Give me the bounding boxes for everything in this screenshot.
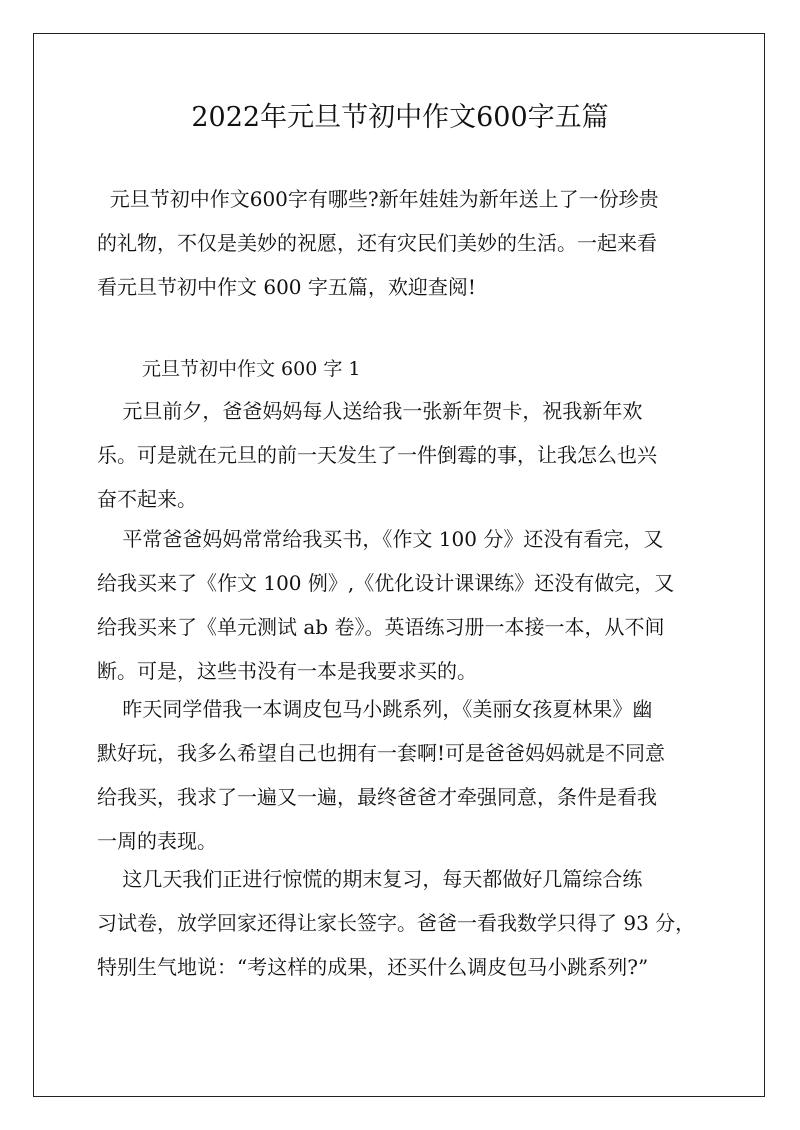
- text-line: 特别生气地说：“考这样的成果，还买什么调皮包马小跳系列?”: [97, 955, 649, 979]
- text-line: 这几天我们正进行惊慌的期末复习，每天都做好几篇综合练: [97, 867, 643, 891]
- section-heading: 元旦节初中作文 600 字 1: [142, 358, 361, 380]
- paragraph: [97, 687, 703, 863]
- text-line: 习试卷，放学回家还得让家长签字。爸爸一看我数学只得了 93 分，: [97, 911, 696, 935]
- text-line: 给我买来了《单元测试 ab 卷》。英语练习册一本接一本，从不间: [97, 615, 665, 639]
- text-line: 一周的表现。: [97, 829, 217, 853]
- paragraph: [97, 857, 703, 989]
- text-line: 元旦前夕，爸爸妈妈每人送给我一张新年贺卡，祝我新年欢: [97, 399, 643, 423]
- text-line: 的礼物，不仅是美妙的祝愿，还有灾民们美妙的生活。一起来看: [97, 231, 657, 255]
- paragraph: [97, 517, 703, 693]
- text-line: 默好玩，我多么希望自己也拥有一套啊!可是爸爸妈妈就是不同意: [97, 741, 666, 765]
- document-title: 2022年元旦节初中作文600字五篇: [191, 102, 609, 133]
- text-line: 元旦节初中作文600字有哪些?新年娃娃为新年送上了一份珍贵: [97, 187, 659, 211]
- text-line: 断。可是，这些书没有一本是我要求买的。: [97, 659, 477, 683]
- text-line: 乐。可是就在元旦的前一天发生了一件倒霉的事，让我怎么也兴: [97, 443, 657, 467]
- text-line: 平常爸爸妈妈常常给我买书，《作文 100 分》还没有看完，又: [97, 527, 664, 551]
- text-line: 看元旦节初中作文 600 字五篇，欢迎查阅!: [97, 275, 476, 299]
- intro-paragraph: [97, 177, 703, 309]
- text-line: 奋不起来。: [97, 487, 197, 511]
- text-line: 昨天同学借我一本调皮包马小跳系列，《美丽女孩夏林果》幽: [97, 697, 653, 721]
- text-line: 给我买，我求了一遍又一遍，最终爸爸才牵强同意，条件是看我: [97, 785, 657, 809]
- paragraph: [97, 389, 703, 521]
- text-line: 给我买来了《作文 100 例》,《优化设计课课练》还没有做完，又: [97, 571, 675, 595]
